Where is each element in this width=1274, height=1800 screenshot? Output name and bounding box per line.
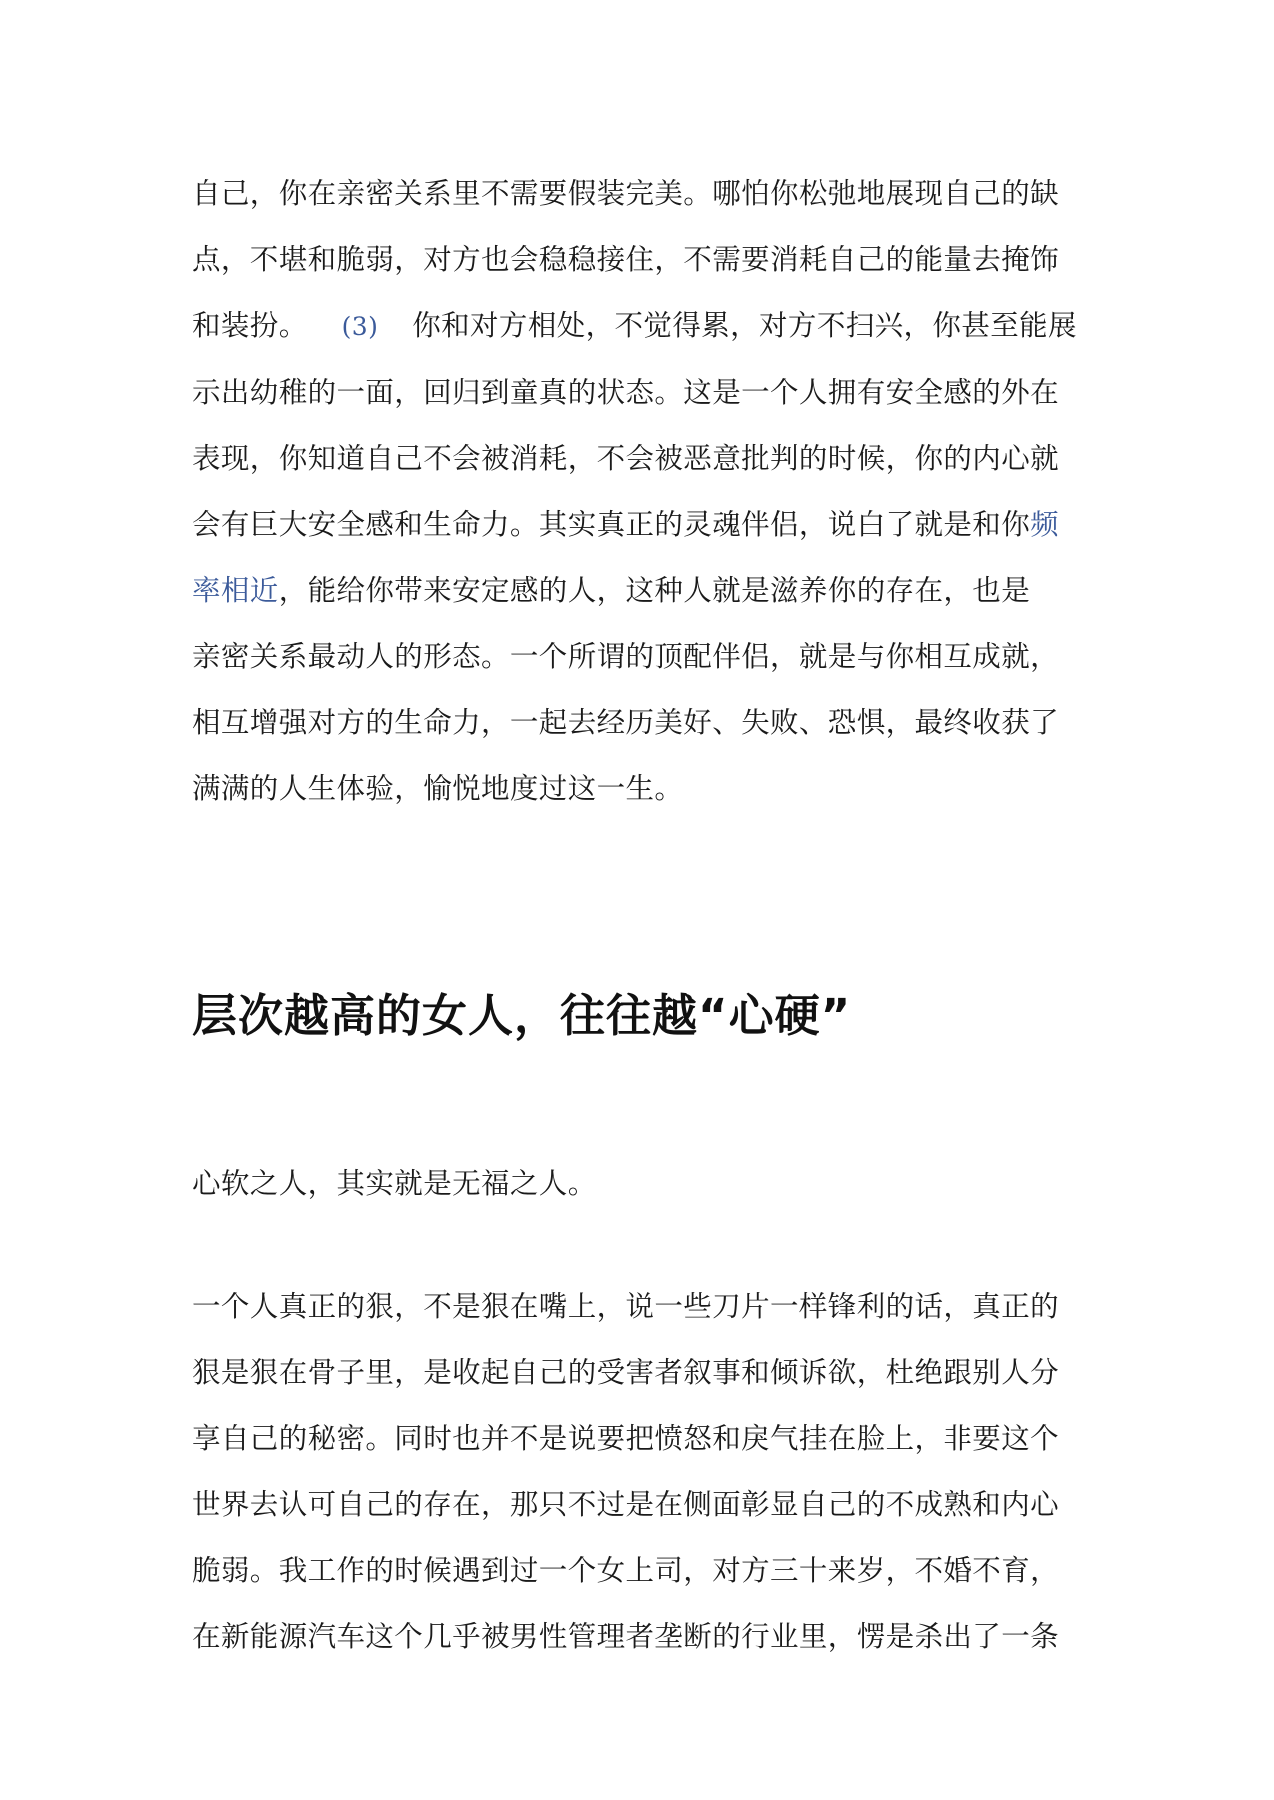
text-line: 满满的人生体验，愉悦地度过这一生。	[192, 772, 684, 805]
text-line: 狠是狠在骨子里，是收起自己的受害者叙事和倾诉欲，杜绝跟别人分	[192, 1356, 1060, 1389]
section-heading: 层次越高的女人，往往越“心硬”	[192, 989, 852, 1042]
text-line	[192, 492, 1092, 558]
paragraph-toughness	[192, 1274, 1092, 1670]
text-segment: ，能给你带来安定感的人，这种人就是滋养你的存在，也是	[278, 574, 1031, 607]
text-line: 亲密关系最动人的形态。一个所谓的顶配伴侣，就是与你相互成就，	[192, 640, 1060, 673]
text-segment: 会有巨大安全感和生命力。其实真正的灵魂伴侣，说白了就是和你	[192, 508, 1031, 541]
frequency-link-part2[interactable]: 率相近	[192, 574, 279, 607]
text-line: 自己，你在亲密关系里不需要假装完美。哪怕你松弛地展现自己的缺	[192, 177, 1060, 210]
text-line: 享自己的秘密。同时也并不是说要把愤怒和戾气挂在脸上，非要这个	[192, 1422, 1060, 1455]
text-line: 心软之人，其实就是无福之人。	[192, 1167, 597, 1200]
paragraph-intimacy	[192, 161, 1092, 822]
text-line	[192, 558, 1092, 624]
text-line: 表现，你知道自己不会被消耗，不会被恶意批判的时候，你的内心就	[192, 442, 1060, 475]
text-line: 一个人真正的狠，不是狠在嘴上，说一些刀片一样锋利的话，真正的	[192, 1290, 1060, 1323]
text-line: 点，不堪和脆弱，对方也会稳稳接住，不需要消耗自己的能量去掩饰	[192, 243, 1060, 276]
footnote-reference-link[interactable]: (3)	[341, 312, 379, 341]
text-line: 脆弱。我工作的时候遇到过一个女上司，对方三十来岁，不婚不育，	[192, 1554, 1060, 1587]
text-line: 世界去认可自己的存在，那只不过是在侧面彰显自己的不成熟和内心	[192, 1488, 1060, 1521]
text-line	[192, 293, 1092, 360]
text-line: 示出幼稚的一面，回归到童真的状态。这是一个人拥有安全感的外在	[192, 376, 1060, 409]
text-line: 在新能源汽车这个几乎被男性管理者垄断的行业里，愣是杀出了一条	[192, 1620, 1060, 1653]
text-segment: 和装扮。	[192, 309, 308, 342]
paragraph-intro	[192, 1151, 1092, 1217]
text-line: 相互增强对方的生命力，一起去经历美好、失败、恐惧，最终收获了	[192, 706, 1060, 739]
frequency-link-part1[interactable]: 频	[1030, 508, 1060, 541]
text-segment: 你和对方相处，不觉得累，对方不扫兴，你甚至能展	[412, 309, 1077, 342]
